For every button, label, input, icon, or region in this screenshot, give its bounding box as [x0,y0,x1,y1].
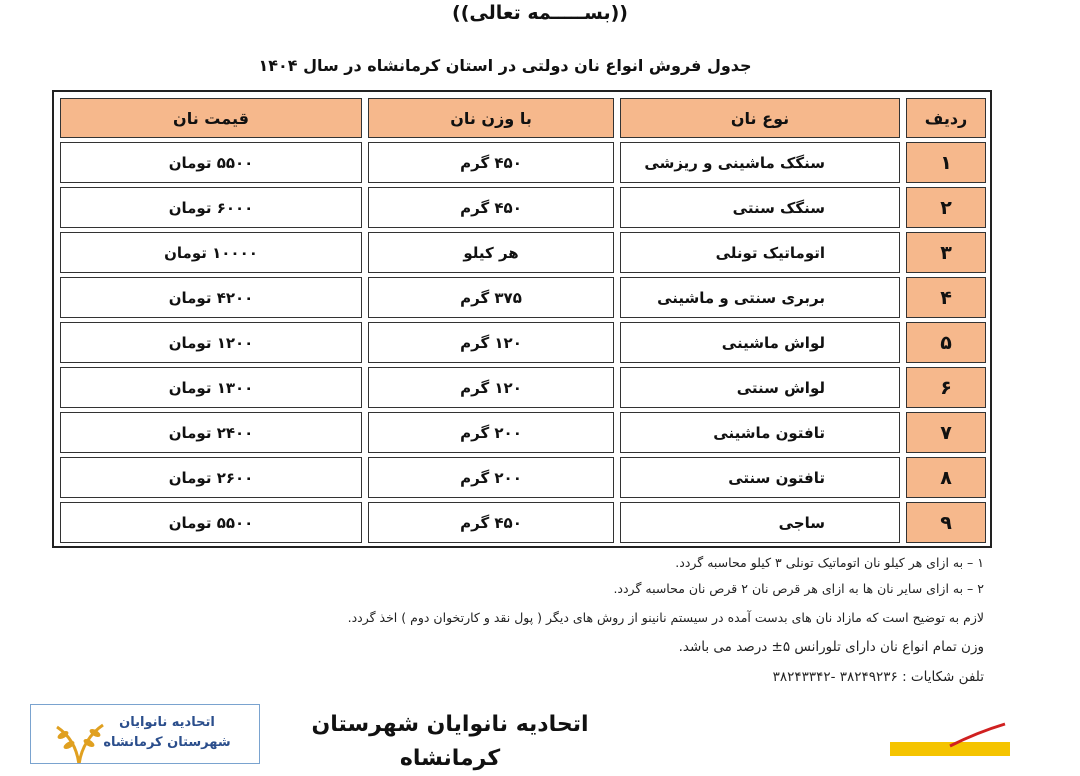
note-line: ۲ – به ازای سایر نان ها به ازای هر قرص نان ۲ قرص نان محاسبه گردد. [613,581,984,596]
weight-cell: ۳۷۵ گرم [368,277,614,318]
bread-type-cell: بربری سنتی و ماشینی [620,277,900,318]
document-heading: ((بســـــمه تعالی)) [452,2,628,24]
table-title: جدول فروش انواع نان دولتی در استان کرمانشاه در سال ۱۴۰۴ [258,56,752,75]
header-row-number: ردیف [906,98,986,138]
header-weight: با وزن نان [368,98,614,138]
price-cell: ۲۴۰۰ تومان [60,412,362,453]
row-number: ۸ [906,457,986,498]
weight-cell: ۲۰۰ گرم [368,412,614,453]
row-number: ۴ [906,277,986,318]
row-number: ۶ [906,367,986,408]
row-number: ۵ [906,322,986,363]
price-cell: ۶۰۰۰ تومان [60,187,362,228]
logo-line-1: اتحادیه نانوایان [119,715,215,730]
row-number: ۲ [906,187,986,228]
price-cell: ۱۲۰۰ تومان [60,322,362,363]
bread-type-cell: تافتون سنتی [620,457,900,498]
price-cell: ۲۶۰۰ تومان [60,457,362,498]
weight-cell: ۴۵۰ گرم [368,187,614,228]
note-line: ۱ – به ازای هر کیلو نان اتوماتیک تونلی ۳ کیلو محاسبه گردد. [675,555,984,570]
header-bread-type: نوع نان [620,98,900,138]
weight-cell: ۱۲۰ گرم [368,322,614,363]
note-line: لازم به توضیح است که مازاد نان های بدست آمده در سیستم نانینو از روش های دیگر ( پول نقد و کارتخوان دوم ) اخذ گردد. [347,610,984,625]
bread-type-cell: تافتون ماشینی [620,412,900,453]
union-logo [30,704,260,764]
price-cell: ۵۵۰۰ تومان [60,502,362,543]
price-cell: ۱۰۰۰۰ تومان [60,232,362,273]
note-line: وزن تمام انواع نان دارای تلورانس ۵± درصد می باشد. [678,639,984,655]
price-cell: ۵۵۰۰ تومان [60,142,362,183]
bread-type-cell: اتوماتیک تونلی [620,232,900,273]
weight-cell: هر کیلو [368,232,614,273]
bread-price-table [52,90,992,548]
weight-cell: ۱۲۰ گرم [368,367,614,408]
price-cell: ۱۳۰۰ تومان [60,367,362,408]
bread-type-cell: سنگک ماشینی و ریزشی [620,142,900,183]
header-price: قیمت نان [60,98,362,138]
note-line: تلفن شکایات : ۳۸۲۴۹۲۳۶ -۳۸۲۴۳۳۴۲ [772,669,984,685]
weight-cell: ۴۵۰ گرم [368,502,614,543]
bread-type-cell: ساجی [620,502,900,543]
weight-cell: ۴۵۰ گرم [368,142,614,183]
footer-title: اتحادیه نانوایان شهرستان کرمانشاه [311,712,589,771]
row-number: ۹ [906,502,986,543]
price-cell: ۴۲۰۰ تومان [60,277,362,318]
bread-type-cell: لواش ماشینی [620,322,900,363]
bread-type-cell: سنگک سنتی [620,187,900,228]
row-number: ۷ [906,412,986,453]
corner-logo-icon [880,716,1010,756]
bread-type-cell: لواش سنتی [620,367,900,408]
row-number: ۱ [906,142,986,183]
weight-cell: ۲۰۰ گرم [368,457,614,498]
row-number: ۳ [906,232,986,273]
logo-line-2: شهرستان کرمانشاه [103,735,231,750]
